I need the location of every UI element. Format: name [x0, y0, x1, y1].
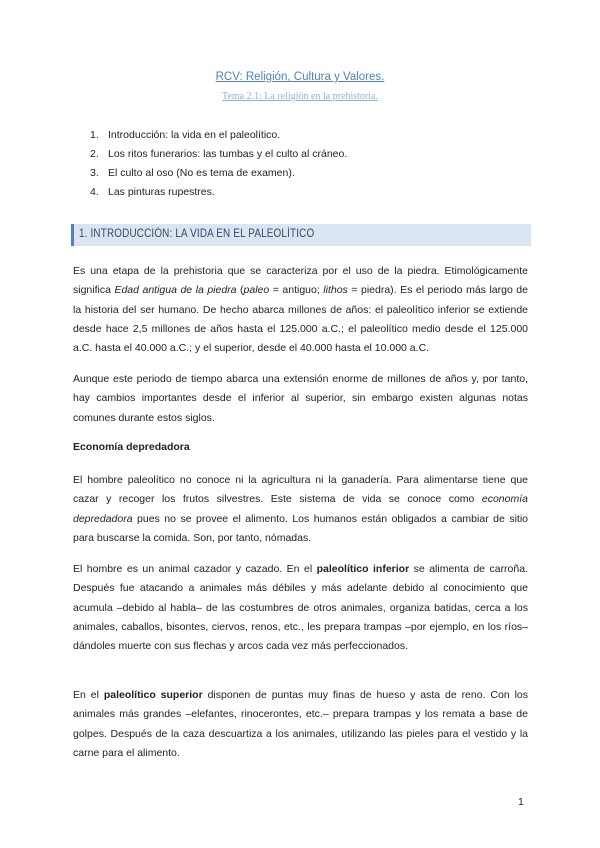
paragraph-hunter: El hombre es un animal cazador y cazado. En el paleolítico inferior se alimenta de carroña. Después fue atacando a animales más débiles y más adelante debido al conocimiento que acumula –debido al habla– de las costumbres de otros animales, organiza batidas, cerca a los animales, caballos, bisontes, ciervos, renos, etc., les prepara trampas –por ejemplo, en los ríos– dándoles muerte con sus flechas y arcos cada vez más perfeccionados. — [73, 563, 528, 653]
document-subtitle: Tema 2.1: La religión en la prehistoria. — [222, 91, 378, 102]
page-number: 1 — [518, 796, 524, 808]
subheading-economy: Economía depredadora — [73, 441, 190, 453]
paragraph-economy: El hombre paleolítico no conoce ni la agricultura ni la ganadería. Para alimentarse tiene que cazar y recoger los frutos silvestres. Este sistema de vida se conoce como economía depredadora pues no se provee el alimento. Los humanos están obligados a cambiar de sitio para buscarse la comida. Son, por tanto, nómadas. — [73, 474, 528, 544]
paragraph-intro: Es una etapa de la prehistoria que se caracteriza por el uso de la piedra. Etimológicamente significa Edad antigua de la piedra (paleo = antiguo; lithos = piedra). Es el periodo más largo de la historia del ser humano. De hecho abarca millones de años: el paleolítico inferior se extiende desde hace 2,5 millones de años hasta el 125.000 a.C.; el paleolítico medio desde el 125.000 a.C. hasta el 40.000 a.C.; y el superior, desde el 40.000 hasta el 10.000 a.C. — [73, 265, 528, 355]
toc-item: 1. Introducción: la vida en el paleolítico. — [90, 129, 281, 141]
paragraph-upper-paleolithic: En el paleolítico superior disponen de puntas muy finas de hueso y asta de reno. Con los animales más grandes –elefantes, rinocerontes, etc.– prepara trampas y los remata a base de golpes. Después de la caza descuartiza a los animales, utilizando las pieles para el vestido y la carne para el alimento. — [73, 689, 528, 759]
paragraph-common-notes: Aunque este periodo de tiempo abarca una extensión enorme de millones de años y, por tanto, hay cambios importantes desde el inferior al superior, sin embargo existen algunas notas comunes durante estos siglos. — [73, 373, 528, 424]
toc-item: 2. Los ritos funerarios: las tumbas y el culto al cráneo. — [90, 148, 348, 160]
document-title: RCV: Religión, Cultura y Valores. — [215, 71, 385, 83]
section-heading-bar — [71, 224, 531, 246]
toc-item: 3. El culto al oso (No es tema de examen). — [90, 167, 295, 179]
toc-item: 4. Las pinturas rupestres. — [90, 186, 215, 198]
section-heading: 1. INTRODUCCIÓN: LA VIDA EN EL PALEOLÍTICO — [79, 228, 315, 240]
table-of-contents — [90, 126, 347, 202]
